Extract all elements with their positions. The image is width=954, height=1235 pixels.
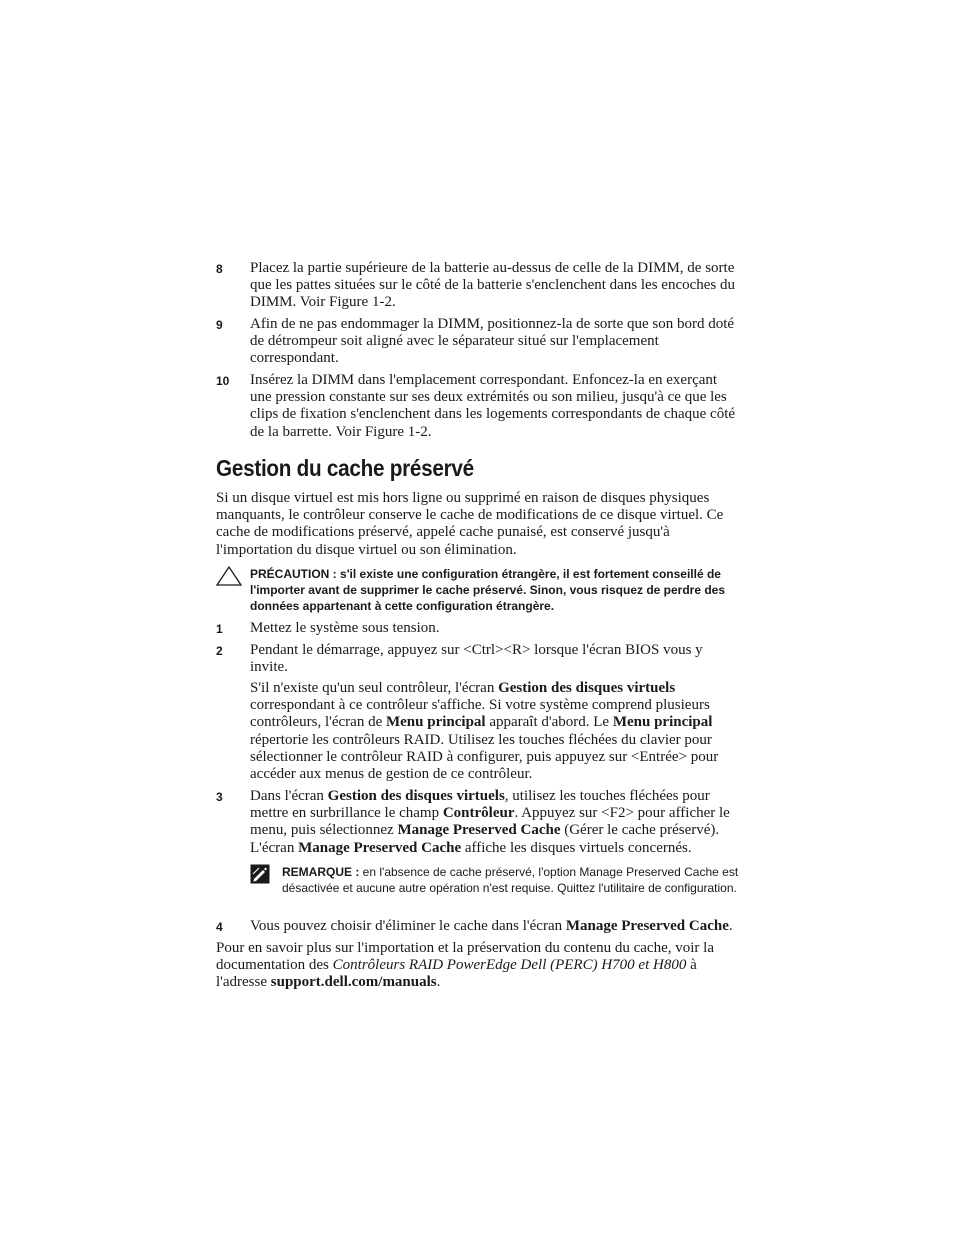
step-number: 2 [216,644,223,658]
step-number: 9 [216,318,223,332]
step-text: Afin de ne pas endommager la DIMM, positionnez-la de sorte que son bord doté de détrompeur soit aligné avec le séparateur situé sur l'emplacement correspondant. [250,316,735,367]
step-number: 3 [216,790,223,804]
caution-label: PRÉCAUTION : [250,567,337,581]
step-detail-text: S'il n'existe qu'un seul contrôleur, l'écran Gestion des disques virtuels correspondant à ce contrôleur s'affiche. Si votre système comprend plusieurs contrôleurs, l'écran de Menu principal apparaît d'abord. Le Menu principal répertorie les contrôleurs RAID. Utilisez les touches fléchées du clavier pour sélectionner le contrôleur RAID à configurer, puis appuyez sur <Entrée> pour accéder aux menus de gestion de ce contrôleur. [250,680,719,783]
caution-notice [250,567,740,614]
closing-paragraph: Pour en savoir plus sur l'importation et la préservation du contenu du cache, voir la documentation des Contrôleurs RAID PowerEdge Dell (PERC) H700 et H800 à l'adresse support.dell.com/manuals. [216,940,714,991]
note-pencil-icon [250,864,270,884]
intro-paragraph: Si un disque virtuel est mis hors ligne ou supprimé en raison de disques physiques manquants, le contrôleur conserve le cache de modifications de ce disque virtuel. Ce cache de modifications préservé, appelé cache punaisé, est conservé jusqu'à l'importation du disque virtuel ou son élimination. [216,490,724,558]
step-text: Placez la partie supérieure de la batterie au-dessus de celle de la DIMM, de sorte que les pattes situées sur le côté de la batterie s'enclenchent dans les encoches du DIMM. Voir Figure 1-2. [250,260,736,311]
step-text: Vous pouvez choisir d'éliminer le cache dans l'écran Manage Preserved Cache. [250,918,733,934]
caution-text: s'il existe une configuration étrangère, il est fortement conseillé de l'importer avant de supprimer le cache préservé. Sinon, vous risquez de perdre des données appartenant à cette configuration étrangère. [250,567,726,613]
support-link[interactable]: support.dell.com/manuals [270,974,437,991]
note-box: REMARQUE : en l'absence de cache préservé, l'option Manage Preserved Cache est désactivée et aucune autre opération n'est requise. Quittez l'utilitaire de configuration. [282,865,739,895]
step-text: Dans l'écran Gestion des disques virtuels, utilisez les touches fléchées pour mettre en surbrillance le champ Contrôleur. Appuyez sur <F2> pour afficher le menu, puis sélectionnez Manage Preserved Cache (Gérer le cache préservé). L'écran Manage Preserved Cache affiche les disques virtuels concernés. [250,788,730,856]
step-text: Insérez la DIMM dans l'emplacement correspondant. Enfoncez-la en exerçant une pression constante sur ses deux extrémités ou son milieu, jusqu'à ce que les clips de fixation s'enclenchent dans les logements correspondants de chaque côté de la barrette. Voir Figure 1-2. [250,372,736,440]
step-number: 4 [216,920,223,934]
step-number: 8 [216,262,223,276]
section-heading: Gestion du cache préservé [216,455,474,481]
note-label: REMARQUE : [282,865,360,879]
caution-triangle-icon [215,565,243,587]
step-number: 1 [216,622,223,636]
step-text: Mettez le système sous tension. [250,620,440,636]
step-number: 10 [216,374,230,388]
step-text: Pendant le démarrage, appuyez sur <Ctrl><R> lorsque l'écran BIOS vous y invite. [250,642,703,676]
